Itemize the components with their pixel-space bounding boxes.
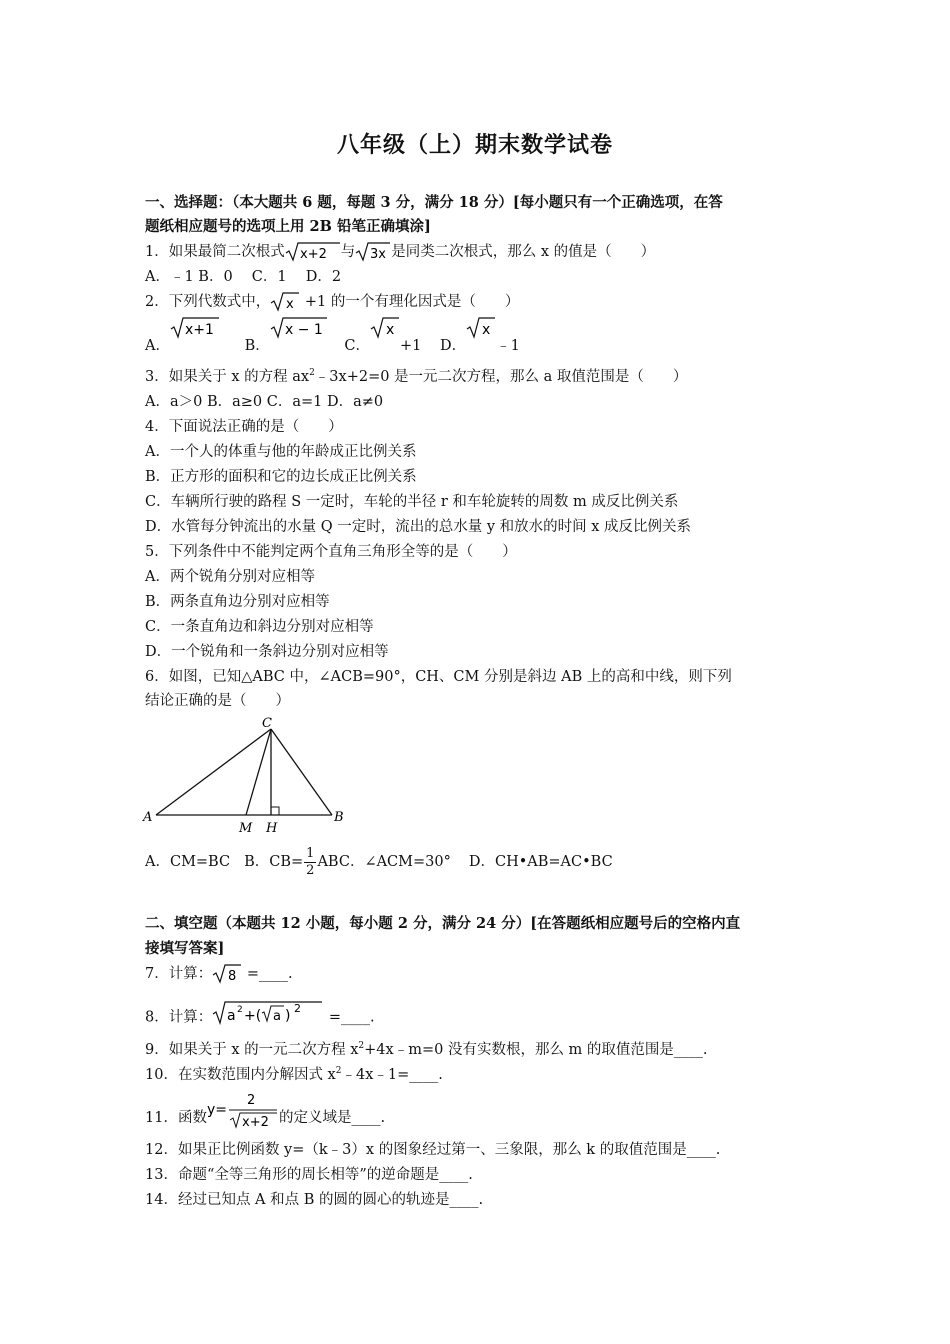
q2-optC-tail: +1 <box>399 338 422 354</box>
label-b: B <box>334 810 344 825</box>
q6-options <box>145 845 613 879</box>
section1-header-line1: 一、选择题：（本大题共 6 题，每题 3 分，满分 18 分）[每小题只有一个正确选项，在答 <box>145 194 723 211</box>
svg-text:+(: +( <box>244 1008 262 1024</box>
q9-prefix: 9．如果关于 x 的一元二次方程 x <box>145 1042 359 1058</box>
q2-options <box>145 316 520 363</box>
q2-optB-label: B． <box>244 338 270 354</box>
q2-optC-label: C． <box>344 338 370 354</box>
radicand-2: 3x <box>370 247 387 262</box>
q8-prefix: 8．计算： <box>145 1009 213 1026</box>
q9-sup: 2 <box>358 1041 365 1051</box>
median-cm <box>246 729 271 815</box>
radical-3x <box>355 241 391 263</box>
function-expression <box>207 1090 279 1146</box>
q2-suffix: +1 的一个有理化因式是（ ） <box>300 294 520 310</box>
sqrt-expression <box>212 1000 324 1035</box>
q6-optB-pre: B．CB= <box>244 854 304 870</box>
q4-option-b: B．正方形的面积和它的边长成正比例关系 <box>145 469 417 485</box>
q11-suffix: 的定义域是____. <box>278 1110 386 1126</box>
q5-option-c: C．一条直角边和斜边分别对应相等 <box>145 619 374 635</box>
label-a: A <box>143 810 153 825</box>
q2-optD-radicand: x <box>482 322 491 338</box>
q8-suffix: =____. <box>324 1009 375 1026</box>
radical-x-minus-1 <box>270 316 328 340</box>
q8-inner: a <box>273 1009 282 1024</box>
q8-term1: a <box>227 1008 236 1024</box>
radical-8 <box>212 963 242 985</box>
q6-option-c: C．∠ACM=30° <box>338 854 451 870</box>
q10-suffix: ﹣4x﹣1=____. <box>341 1067 443 1083</box>
section2-header-line1: 二、填空题（本题共 12 小题，每小题 2 分，满分 24 分）[在答题纸相应题号后的空格内直 <box>145 915 741 932</box>
radical-x-plus-2 <box>285 241 341 263</box>
q4-option-a: A．一个人的体重与他的年龄成正比例关系 <box>145 444 417 460</box>
fraction-one-half <box>304 846 316 879</box>
q4-option-d: D．水管每分钟流出的水量 Q 一定时，流出的总水量 y 和放水的时间 x 成反比例关系 <box>145 519 692 535</box>
question-9 <box>145 1039 708 1061</box>
q6-option-d: D．CH•AB=AC•BC <box>468 854 613 870</box>
question-13: 13．命题“全等三角形的周长相等”的逆命题是____. <box>145 1167 473 1183</box>
q7-prefix: 7．计算： <box>145 966 213 982</box>
q3-sup: 2 <box>309 368 315 378</box>
q6-stem-line2: 结论正确的是（ ） <box>145 693 290 709</box>
question-2 <box>145 291 519 313</box>
q1-suffix: 是同类二次根式，那么 x 的值是（ ） <box>391 244 656 260</box>
question-7 <box>145 963 293 985</box>
radical-x-plus-1 <box>170 316 220 340</box>
question-8 <box>145 1000 375 1035</box>
q2-optC-radicand: x <box>385 322 395 338</box>
q1-options: A．﹣1 B．0 C．1 D．2 <box>145 269 342 285</box>
right-angle-mark <box>271 807 279 815</box>
q5-stem: 5．下列条件中不能判定两个直角三角形全等的是（ ） <box>145 544 517 560</box>
section1-header-line2: 题纸相应题号的选项上用 2B 铅笔正确填涂] <box>145 218 431 235</box>
radical-x-c <box>370 316 400 340</box>
q2-optD-tail: ﹣1 <box>496 338 520 354</box>
fraction-denominator: 2 <box>306 862 315 878</box>
fraction-numerator: 1 <box>306 845 315 861</box>
q2-optA-radicand: x+1 <box>184 322 214 338</box>
q2-optB-radicand: x − 1 <box>284 322 323 338</box>
question-11 <box>145 1090 385 1146</box>
svg-text:): ) <box>285 1008 291 1024</box>
label-c: C <box>262 716 272 731</box>
side-ac <box>156 729 271 815</box>
q3-suffix: ﹣3x+2=0 是一元二次方程，那么 a 取值范围是（ ） <box>314 369 688 385</box>
q3-options: A．a＞0 B．a≥0 C．a=1 D．a≠0 <box>145 394 384 410</box>
radical-x <box>270 291 300 313</box>
question-14: 14．经过已知点 A 和点 B 的圆的圆心的轨迹是____. <box>145 1192 484 1208</box>
q10-sup: 2 <box>335 1066 342 1076</box>
q1-prefix: 1．如果最简二次根式 <box>145 244 285 260</box>
q2-radicand: x <box>286 297 294 312</box>
q5-option-a: A．两个锐角分别对应相等 <box>145 569 315 585</box>
q4-stem: 4．下面说法正确的是（ ） <box>145 419 343 435</box>
label-m: M <box>239 821 253 836</box>
q5-option-b: B．两条直角边分别对应相等 <box>145 594 330 610</box>
side-bc <box>271 729 332 815</box>
label-h: H <box>266 821 278 836</box>
q11-lhs: y= <box>206 1102 227 1118</box>
q2-prefix: 2．下列代数式中， <box>145 294 271 310</box>
question-10 <box>145 1064 443 1086</box>
q2-optD-label: D． <box>439 338 467 354</box>
q6-optB-post: AB <box>317 854 339 870</box>
q11-numerator: 2 <box>246 1093 256 1108</box>
question-1 <box>145 241 655 263</box>
page-title: 八年级（上）期末数学试卷 <box>336 132 613 158</box>
section2-header-line2: 接填写答案] <box>145 940 225 957</box>
q7-radicand: 8 <box>228 969 237 984</box>
svg-text:2: 2 <box>294 1002 302 1015</box>
q6-option-a: A．CM=BC <box>145 854 231 870</box>
q1-mid: 与 <box>340 244 356 260</box>
q3-prefix: 3．如果关于 x 的方程 ax <box>145 369 310 385</box>
q5-option-d: D．一个锐角和一条斜边分别对应相等 <box>145 644 389 660</box>
q11-prefix: 11．函数 <box>145 1110 207 1126</box>
q10-prefix: 10．在实数范围内分解因式 x <box>145 1067 336 1083</box>
q6-stem-line1: 6．如图，已知△ABC 中，∠ACB=90°，CH、CM 分别是斜边 AB 上的高和中线，则下列 <box>145 669 732 685</box>
q4-option-c: C．车辆所行驶的路程 S 一定时，车轮的半径 r 和车轮旋转的周数 m 成反比例关系 <box>145 494 679 510</box>
question-12: 12．如果正比例函数 y=（k﹣3）x 的图象经过第一、三象限，那么 k 的取值范围是____. <box>145 1142 721 1158</box>
radical-x-d <box>466 316 496 340</box>
triangle-figure <box>140 715 350 837</box>
question-3 <box>145 366 687 388</box>
q11-denominator: x+2 <box>241 1115 269 1130</box>
radicand-1: x+2 <box>299 247 327 262</box>
q7-suffix: =____. <box>242 966 293 982</box>
svg-text:2: 2 <box>237 1005 243 1015</box>
q9-suffix: +4x﹣m=0 没有实数根，那么 m 的取值范围是____. <box>364 1042 708 1058</box>
q2-optA-label: A． <box>145 338 170 354</box>
